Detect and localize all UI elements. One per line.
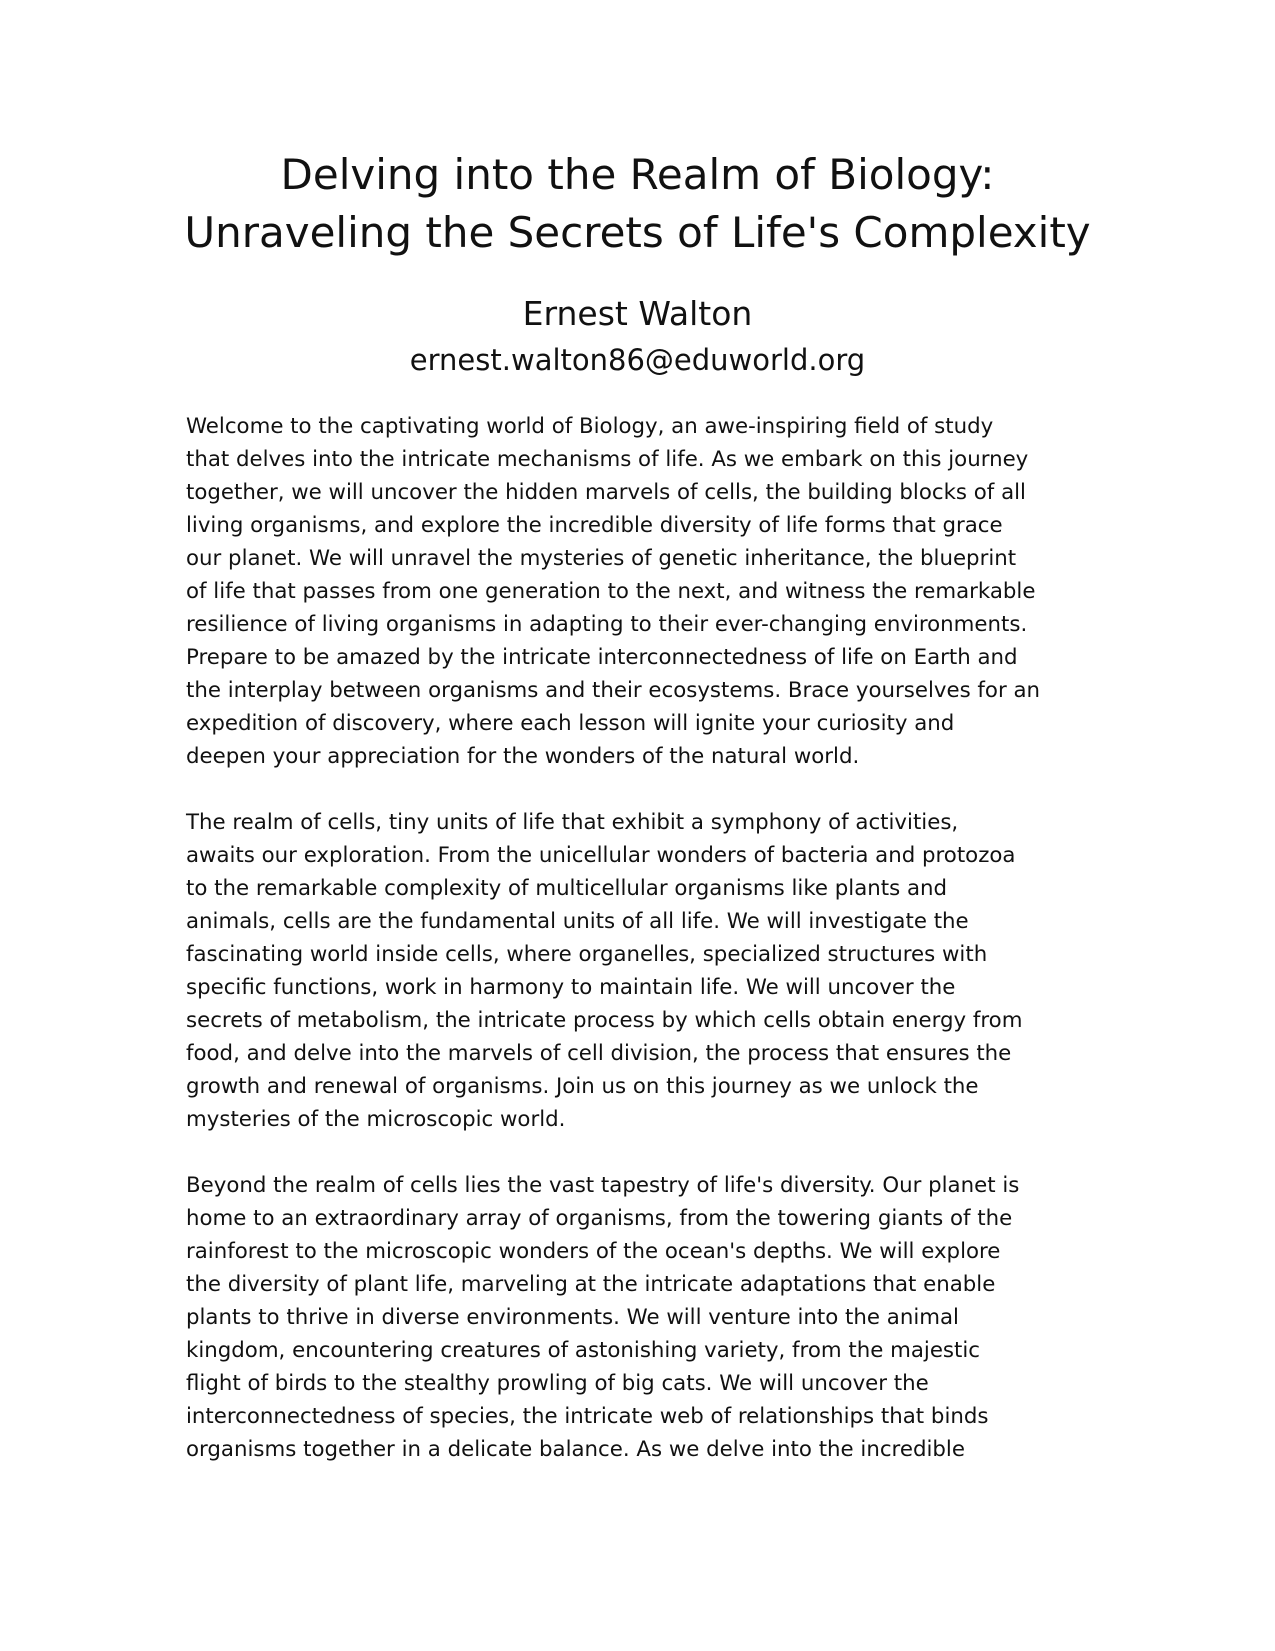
paragraph-line: food, and delve into the marvels of cell division, the process that ensures the bbox=[186, 1041, 1012, 1066]
paragraph-line: flight of birds to the stealthy prowling of big cats. We will uncover the bbox=[186, 1371, 929, 1396]
title-line: Delving into the Realm of Biology: bbox=[280, 150, 995, 199]
paragraph-line: mysteries of the microscopic world. bbox=[186, 1107, 566, 1132]
body-paragraph bbox=[186, 1169, 1091, 1466]
paragraph-line: plants to thrive in diverse environments. We will venture into the animal bbox=[186, 1305, 959, 1330]
paragraph-line: animals, cells are the fundamental units of all life. We will investigate the bbox=[186, 909, 969, 934]
paragraph-line: the diversity of plant life, marveling at the intricate adaptations that enable bbox=[186, 1272, 996, 1297]
body-paragraph bbox=[186, 806, 1091, 1136]
paragraph-line: Welcome to the captivating world of Biology, an awe-inspiring field of study bbox=[186, 414, 994, 439]
paragraph-line: resilience of living organisms in adapting to their ever-changing environments. bbox=[186, 612, 1028, 637]
paragraph-line: living organisms, and explore the incredible diversity of life forms that grace bbox=[186, 513, 1003, 538]
paragraph-line: Beyond the realm of cells lies the vast tapestry of life's diversity. Our planet is bbox=[186, 1173, 1020, 1198]
page-title bbox=[120, 146, 1155, 262]
body-text bbox=[186, 410, 1091, 1499]
paragraph-line: secrets of metabolism, the intricate process by which cells obtain energy from bbox=[186, 1008, 1023, 1033]
paragraph-line: kingdom, encountering creatures of astonishing variety, from the majestic bbox=[186, 1338, 980, 1363]
paragraph-line: deepen your appreciation for the wonders of the natural world. bbox=[186, 744, 860, 769]
author-name: Ernest Walton bbox=[522, 294, 753, 333]
paragraph-line: The realm of cells, tiny units of life that exhibit a symphony of activities, bbox=[186, 810, 959, 835]
paragraph-line: interconnectedness of species, the intricate web of relationships that binds bbox=[186, 1404, 989, 1429]
paragraph-line: organisms together in a delicate balance. As we delve into the incredible bbox=[186, 1437, 965, 1462]
paragraph-line: specific functions, work in harmony to maintain life. We will uncover the bbox=[186, 975, 956, 1000]
paragraph-line: that delves into the intricate mechanisms of life. As we embark on this journey bbox=[186, 447, 1029, 472]
paragraph-line: expedition of discovery, where each lesson will ignite your curiosity and bbox=[186, 711, 955, 736]
paragraph-line: together, we will uncover the hidden marvels of cells, the building blocks of all bbox=[186, 480, 1026, 505]
paragraph-line: to the remarkable complexity of multicellular organisms like plants and bbox=[186, 876, 948, 901]
author-email: ernest.walton86@eduworld.org bbox=[409, 343, 866, 377]
paragraph-line: awaits our exploration. From the unicellular wonders of bacteria and protozoa bbox=[186, 843, 1016, 868]
paragraph-line: fascinating world inside cells, where organelles, specialized structures with bbox=[186, 942, 988, 967]
body-paragraph bbox=[186, 410, 1091, 773]
paragraph-line: home to an extraordinary array of organisms, from the towering giants of the bbox=[186, 1206, 1013, 1231]
title-line: Unraveling the Secrets of Life's Complexity bbox=[184, 208, 1091, 257]
paragraph-line: growth and renewal of organisms. Join us on this journey as we unlock the bbox=[186, 1074, 979, 1099]
paragraph-line: of life that passes from one generation to the next, and witness the remarkable bbox=[186, 579, 1036, 604]
paragraph-line: the interplay between organisms and their ecosystems. Brace yourselves for an bbox=[186, 678, 1041, 703]
paragraph-line: our planet. We will unravel the mysteries of genetic inheritance, the blueprint bbox=[186, 546, 1017, 571]
paragraph-line: rainforest to the microscopic wonders of the ocean's depths. We will explore bbox=[186, 1239, 1001, 1264]
paragraph-line: Prepare to be amazed by the intricate interconnectedness of life on Earth and bbox=[186, 645, 1018, 670]
